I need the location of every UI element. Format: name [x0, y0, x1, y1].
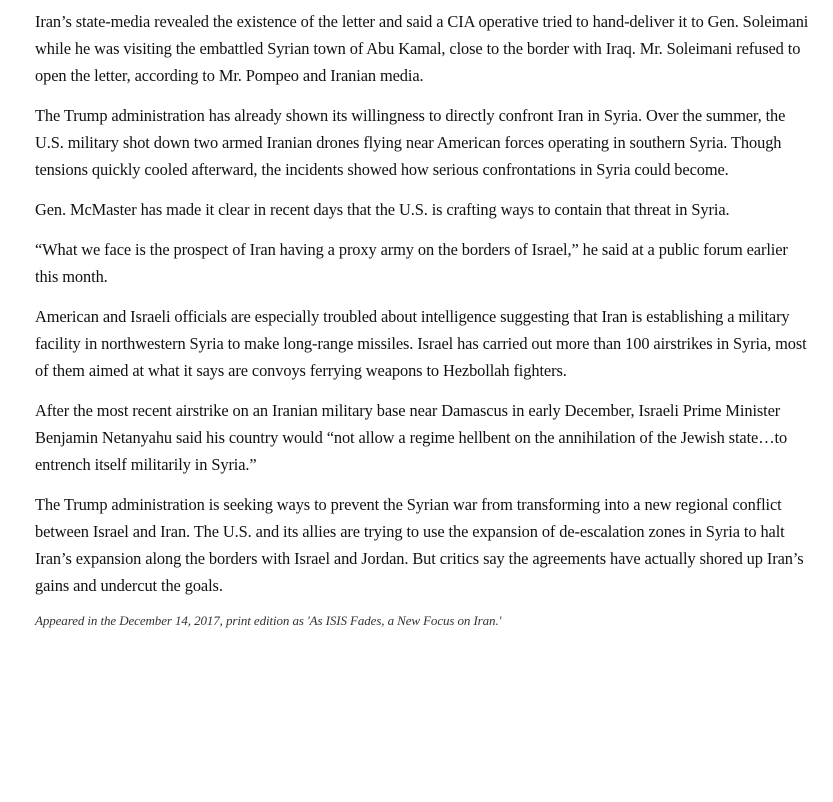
- article-paragraph-1: Iran’s state-media revealed the existence of the letter and said a CIA operative tried to hand-deliver it to Gen. Soleimani while he was visiting the embattled Syrian town of Abu Kamal, close to the border with Iraq. Mr. Soleimani refused to open the letter, according to Mr. Pompeo and Iranian media.: [35, 12, 809, 85]
- article-paragraph-5: American and Israeli officials are especially troubled about intelligence suggesting that Iran is establishing a military facility in northwestern Syria to make long-range missiles. Israel has carried out more than 100 airstrikes in Syria, most of them aimed at what it says are convoys ferrying weapons to Hezbollah fighters.: [35, 307, 807, 380]
- article-paragraph-7: The Trump administration is seeking ways to prevent the Syrian war from transforming into a new regional conflict between Israel and Iran. The U.S. and its allies are trying to use the expansion of de-escalation zones in Syria to halt Iran’s expansion along the borders with Israel and Jordan. But critics say the agreements have actually shored up Iran’s gains and undercut the goals.: [35, 495, 804, 595]
- article-paragraph-2: The Trump administration has already shown its willingness to directly confront Iran in Syria. Over the summer, the U.S. military shot down two armed Iranian drones flying near American forces operating in southern Syria. Though tensions quickly cooled afterward, the incidents showed how serious confrontations in Syria could become.: [35, 106, 786, 179]
- print-edition-note: Appeared in the December 14, 2017, print edition as 'As ISIS Fades, a New Focus on Iran.': [35, 613, 502, 628]
- article-paragraph-6: After the most recent airstrike on an Iranian military base near Damascus in early December, Israeli Prime Minister Benjamin Netanyahu said his country would “not allow a regime hellbent on the annihilation of the Jewish state…to entrench itself militarily in Syria.”: [35, 401, 788, 474]
- article-body: [35, 8, 810, 643]
- article-paragraph-4: “What we face is the prospect of Iran having a proxy army on the borders of Israel,” he said at a public forum earlier this month.: [35, 240, 788, 286]
- article-paragraph-3: Gen. McMaster has made it clear in recent days that the U.S. is crafting ways to contain that threat in Syria.: [35, 200, 730, 219]
